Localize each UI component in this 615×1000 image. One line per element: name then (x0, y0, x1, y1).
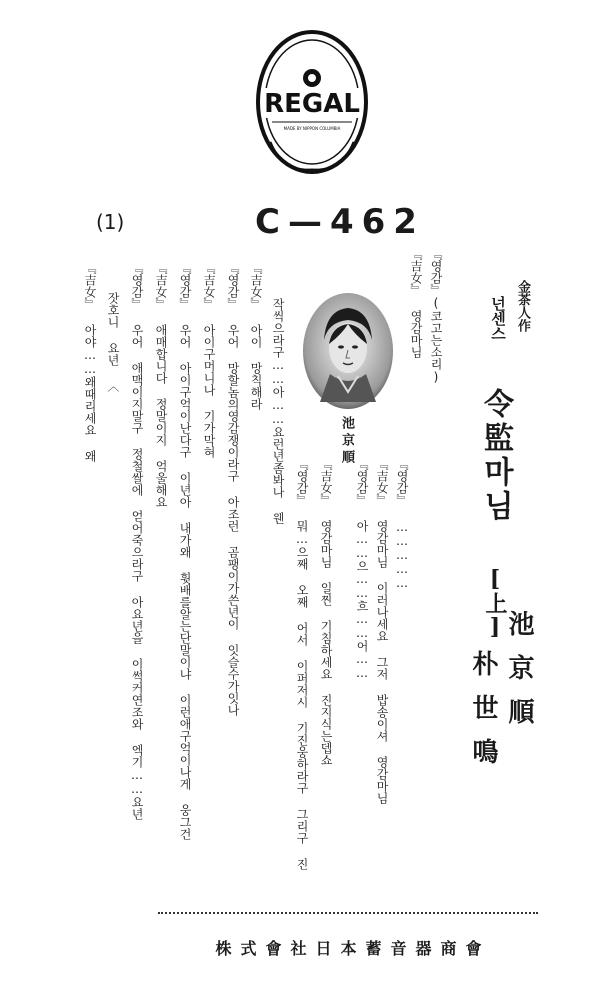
script-line: 『吉女』 애매합니다 정말이지 억울해요 (154, 262, 168, 508)
script-line: 『영감』 …………… (395, 458, 409, 590)
portrait-caption: 池京順 (339, 416, 354, 467)
script-line: 『吉女』 영감마님 이러나세요 그저 밥송이셔 영감마님 (375, 458, 389, 804)
script-line: 『吉女』 아이구머니나 기가막혀 (202, 262, 216, 458)
script-line: 『영감』 아……으……흐……어…… (355, 458, 369, 680)
svg-text:MADE BY NIPPON COLUMBIA: MADE BY NIPPON COLUMBIA (283, 126, 341, 131)
portrait-photo (302, 292, 394, 410)
genre-label: 넌센스 (489, 296, 507, 341)
script-line: 『영감』 뭐…으째 오째 어서 이퍼저시 기진웅하라구 그리구 진 (295, 458, 309, 870)
script-line: 『영감』 우어 아이구억이난다구 이년아 내가왜 휫배를알는단말이냐 이런애구억이나게 웅그건 (178, 262, 192, 840)
regal-logo (252, 22, 372, 178)
performer-name: 池京順 (504, 610, 534, 742)
script-line: 『영감』 우어 애맥이지말구 정철쌀에 얻어죽으라구 아요년을 이썩커연조와 엑기……요년 (130, 262, 144, 820)
svg-text:REGAL: REGAL (264, 89, 360, 119)
publisher-footer: 株式會社日本蓄音器商會 (215, 939, 491, 958)
performer-name: 朴世鳴 (468, 650, 498, 782)
regal-logo-icon (252, 22, 372, 178)
script-line: 『吉女』 영감마님 일찐 기침하세요 진지식는뎁쇼 (319, 458, 333, 766)
script-line: 『吉女』 영감마님 (409, 248, 423, 358)
portrait-woman-icon (302, 292, 394, 410)
part-label: [上] (482, 566, 508, 640)
script-line: 『영감』(코고는소리) (429, 248, 443, 384)
side-number: (1) (96, 210, 125, 234)
author-note: 金茶人作 (515, 280, 530, 332)
script-line: 『영감』 우어 망할놈의영감쟁이라구 아조런 곰팽이가쓴년이 잇슬수가잇나 (226, 262, 240, 716)
main-title: 令監마님 (478, 388, 513, 524)
script-line: 작씩으라구……아……요런년좀봐나 웬 (271, 298, 285, 524)
script-line: 『吉女』 아야……왜때리세요 왜 (83, 262, 97, 462)
divider (158, 912, 538, 914)
script-line: 잣호니 요년 〈 (106, 292, 120, 392)
catalog-number: C—462 (255, 202, 425, 242)
script-line: 『吉女』 아이 망칙해라 (249, 262, 263, 410)
